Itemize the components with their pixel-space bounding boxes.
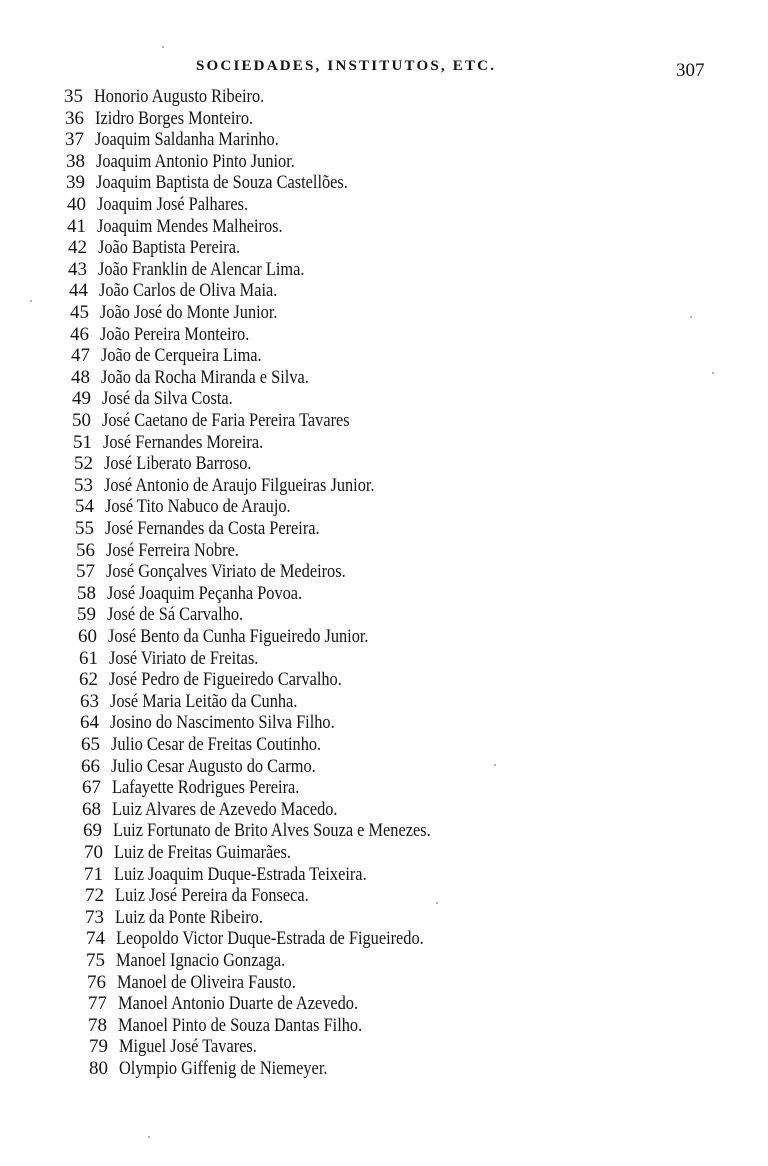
list-item	[77, 604, 265, 626]
list-item	[71, 367, 343, 389]
member-name: João Carlos de Oliva Maia.	[99, 280, 278, 301]
print-speck	[30, 300, 32, 302]
list-item	[86, 928, 474, 950]
member-name: José Pedro de Figueiredo Carvalho.	[109, 669, 342, 690]
list-item	[67, 216, 313, 238]
list-item	[81, 756, 349, 778]
entry-number: 42	[68, 237, 87, 258]
list-item	[76, 561, 385, 583]
entry-number: 77	[88, 993, 107, 1014]
entry-number: 51	[73, 432, 92, 453]
entry-number: 64	[80, 712, 99, 733]
entry-number: 71	[84, 864, 103, 885]
entry-number: 70	[84, 842, 103, 863]
member-name: João Pereira Monteiro.	[100, 324, 250, 345]
member-name: Manoel Pinto de Souza Dantas Filho.	[118, 1015, 363, 1036]
member-name: José Viriato de Freitas.	[109, 648, 259, 669]
member-name: Manoel Ignacio Gonzaga.	[116, 950, 286, 971]
entry-number: 47	[71, 345, 90, 366]
member-name: José Ferreira Nobre.	[106, 540, 239, 561]
member-name: João Franklin de Alencar Lima.	[98, 259, 305, 280]
print-speck	[436, 902, 438, 904]
entry-number: 48	[71, 367, 90, 388]
list-item	[72, 388, 254, 410]
print-speck	[690, 316, 692, 318]
entry-number: 46	[70, 324, 89, 345]
list-item	[70, 302, 306, 324]
list-item	[82, 777, 330, 799]
member-name: Luiz Fortunato de Brito Alves Souza e Menezes.	[113, 820, 431, 841]
member-name: Leopoldo Victor Duque-Estrada de Figueiredo.	[116, 928, 424, 949]
list-item	[76, 540, 261, 562]
member-name: Luiz Alvares de Azevedo Macedo.	[112, 799, 338, 820]
member-name: José Joaquim Peçanha Povoa.	[107, 583, 303, 604]
list-item	[71, 345, 288, 367]
entry-number: 62	[79, 669, 98, 690]
list-item	[66, 172, 389, 194]
list-item	[65, 129, 309, 151]
entry-number: 78	[88, 1015, 107, 1036]
list-item	[70, 324, 274, 346]
entry-number: 76	[87, 972, 106, 993]
list-item	[82, 799, 374, 821]
member-name: José Tito Nabuco de Araujo.	[105, 496, 291, 517]
entry-number: 38	[66, 151, 85, 172]
member-name: José de Sá Carvalho.	[107, 604, 244, 625]
member-name: Julio Cesar Augusto do Carmo.	[111, 756, 316, 777]
member-name: Joaquim José Palhares.	[97, 194, 249, 215]
member-name: José Liberato Barroso.	[104, 453, 252, 474]
entry-number: 58	[77, 583, 96, 604]
entry-number: 65	[81, 734, 100, 755]
print-speck	[162, 46, 164, 48]
member-name: Honorio Augusto Ribeiro.	[94, 86, 265, 107]
member-name: Joaquim Antonio Pinto Junior.	[96, 151, 295, 172]
entry-number: 36	[65, 108, 84, 129]
list-item	[84, 842, 320, 864]
running-title: SOCIEDADES, INSTITUTOS, ETC.	[196, 58, 497, 74]
member-name: José Maria Leitão da Cunha.	[110, 691, 298, 712]
member-name: Lafayette Rodrigues Pereira.	[112, 777, 300, 798]
entry-number: 54	[75, 496, 94, 517]
member-name: José Gonçalves Viriato de Medeiros.	[106, 561, 346, 582]
entry-number: 44	[69, 280, 88, 301]
member-name: Joaquim Saldanha Marinho.	[95, 129, 279, 150]
list-item	[66, 151, 327, 173]
member-name: João da Rocha Miranda e Silva.	[101, 367, 309, 388]
list-item	[68, 237, 263, 259]
list-item	[78, 626, 411, 648]
entry-number: 40	[67, 194, 86, 215]
page-number: 307	[676, 60, 705, 81]
member-name: José da Silva Costa.	[102, 388, 233, 409]
member-name: Joaquim Mendes Malheiros.	[97, 216, 283, 237]
list-item	[74, 475, 419, 497]
member-name: Izidro Borges Monteiro.	[95, 108, 254, 129]
entry-number: 68	[82, 799, 101, 820]
entry-number: 43	[68, 259, 87, 280]
list-item	[81, 734, 355, 756]
entry-number: 45	[70, 302, 89, 323]
list-item	[75, 518, 355, 540]
list-item	[88, 1015, 402, 1037]
list-item	[80, 712, 371, 734]
member-name: Manoel de Oliveira Fausto.	[117, 972, 296, 993]
member-name: João Baptista Pereira.	[98, 237, 241, 258]
entry-number: 79	[89, 1036, 108, 1057]
entry-number: 55	[75, 518, 94, 539]
member-name: José Antonio de Araujo Filgueiras Junior.	[104, 475, 375, 496]
entry-number: 41	[67, 216, 86, 237]
member-name: José Fernandes da Costa Pereira.	[105, 518, 320, 539]
list-item	[87, 972, 325, 994]
list-item	[89, 1058, 361, 1080]
member-name: Luiz Joaquim Duque-Estrada Teixeira.	[114, 864, 367, 885]
entry-number: 39	[66, 172, 85, 193]
list-item	[83, 820, 482, 842]
entry-number: 49	[72, 388, 91, 409]
list-item	[65, 108, 279, 130]
list-item	[84, 864, 408, 886]
entry-number: 52	[74, 453, 93, 474]
entry-number: 37	[65, 129, 84, 150]
entry-number: 35	[64, 86, 83, 107]
entry-number: 75	[86, 950, 105, 971]
list-item	[85, 885, 340, 907]
list-item	[73, 432, 289, 454]
entry-number: 53	[74, 475, 93, 496]
list-item	[79, 669, 380, 691]
member-name: João José do Monte Junior.	[100, 302, 278, 323]
member-name: Josino do Nascimento Silva Filho.	[110, 712, 335, 733]
list-item	[72, 410, 390, 432]
member-name: Miguel José Tavares.	[119, 1036, 257, 1057]
member-name: Julio Cesar de Freitas Coutinho.	[111, 734, 322, 755]
member-name: Olympio Giffenig de Niemeyer.	[119, 1058, 328, 1079]
print-speck	[148, 1136, 150, 1138]
entry-number: 72	[85, 885, 104, 906]
list-item	[86, 950, 313, 972]
member-name: José Bento da Cunha Figueiredo Junior.	[108, 626, 369, 647]
list-item	[74, 453, 275, 475]
entry-number: 63	[80, 691, 99, 712]
list-item	[68, 259, 338, 281]
entry-number: 57	[76, 561, 95, 582]
entry-number: 59	[77, 604, 96, 625]
list-item	[75, 496, 321, 518]
member-name: Luiz de Freitas Guimarães.	[114, 842, 291, 863]
entry-number: 67	[82, 777, 101, 798]
print-speck	[494, 764, 496, 766]
list-item	[69, 280, 306, 302]
list-item	[79, 648, 283, 670]
entry-number: 66	[81, 756, 100, 777]
entry-number: 73	[85, 907, 104, 928]
entry-number: 61	[79, 648, 98, 669]
entry-number: 56	[76, 540, 95, 561]
print-speck	[712, 372, 714, 374]
list-item	[89, 1036, 279, 1058]
member-name: Luiz José Pereira da Fonseca.	[115, 885, 309, 906]
member-name: José Caetano de Faria Pereira Tavares	[102, 410, 350, 431]
list-item	[67, 194, 273, 216]
member-name: José Fernandes Moreira.	[103, 432, 264, 453]
member-name: Joaquim Baptista de Souza Castellões.	[96, 172, 348, 193]
entry-number: 80	[89, 1058, 108, 1079]
list-item	[88, 993, 397, 1015]
entry-number: 60	[78, 626, 97, 647]
list-item	[85, 907, 287, 929]
member-name: João de Cerqueira Lima.	[101, 345, 262, 366]
entry-number: 69	[83, 820, 102, 841]
member-name: Luiz da Ponte Ribeiro.	[115, 907, 263, 928]
entry-number: 50	[72, 410, 91, 431]
entry-number: 74	[86, 928, 105, 949]
member-name: Manoel Antonio Duarte de Azevedo.	[118, 993, 359, 1014]
list-item	[77, 583, 334, 605]
list-item	[80, 691, 328, 713]
list-item	[64, 86, 292, 108]
